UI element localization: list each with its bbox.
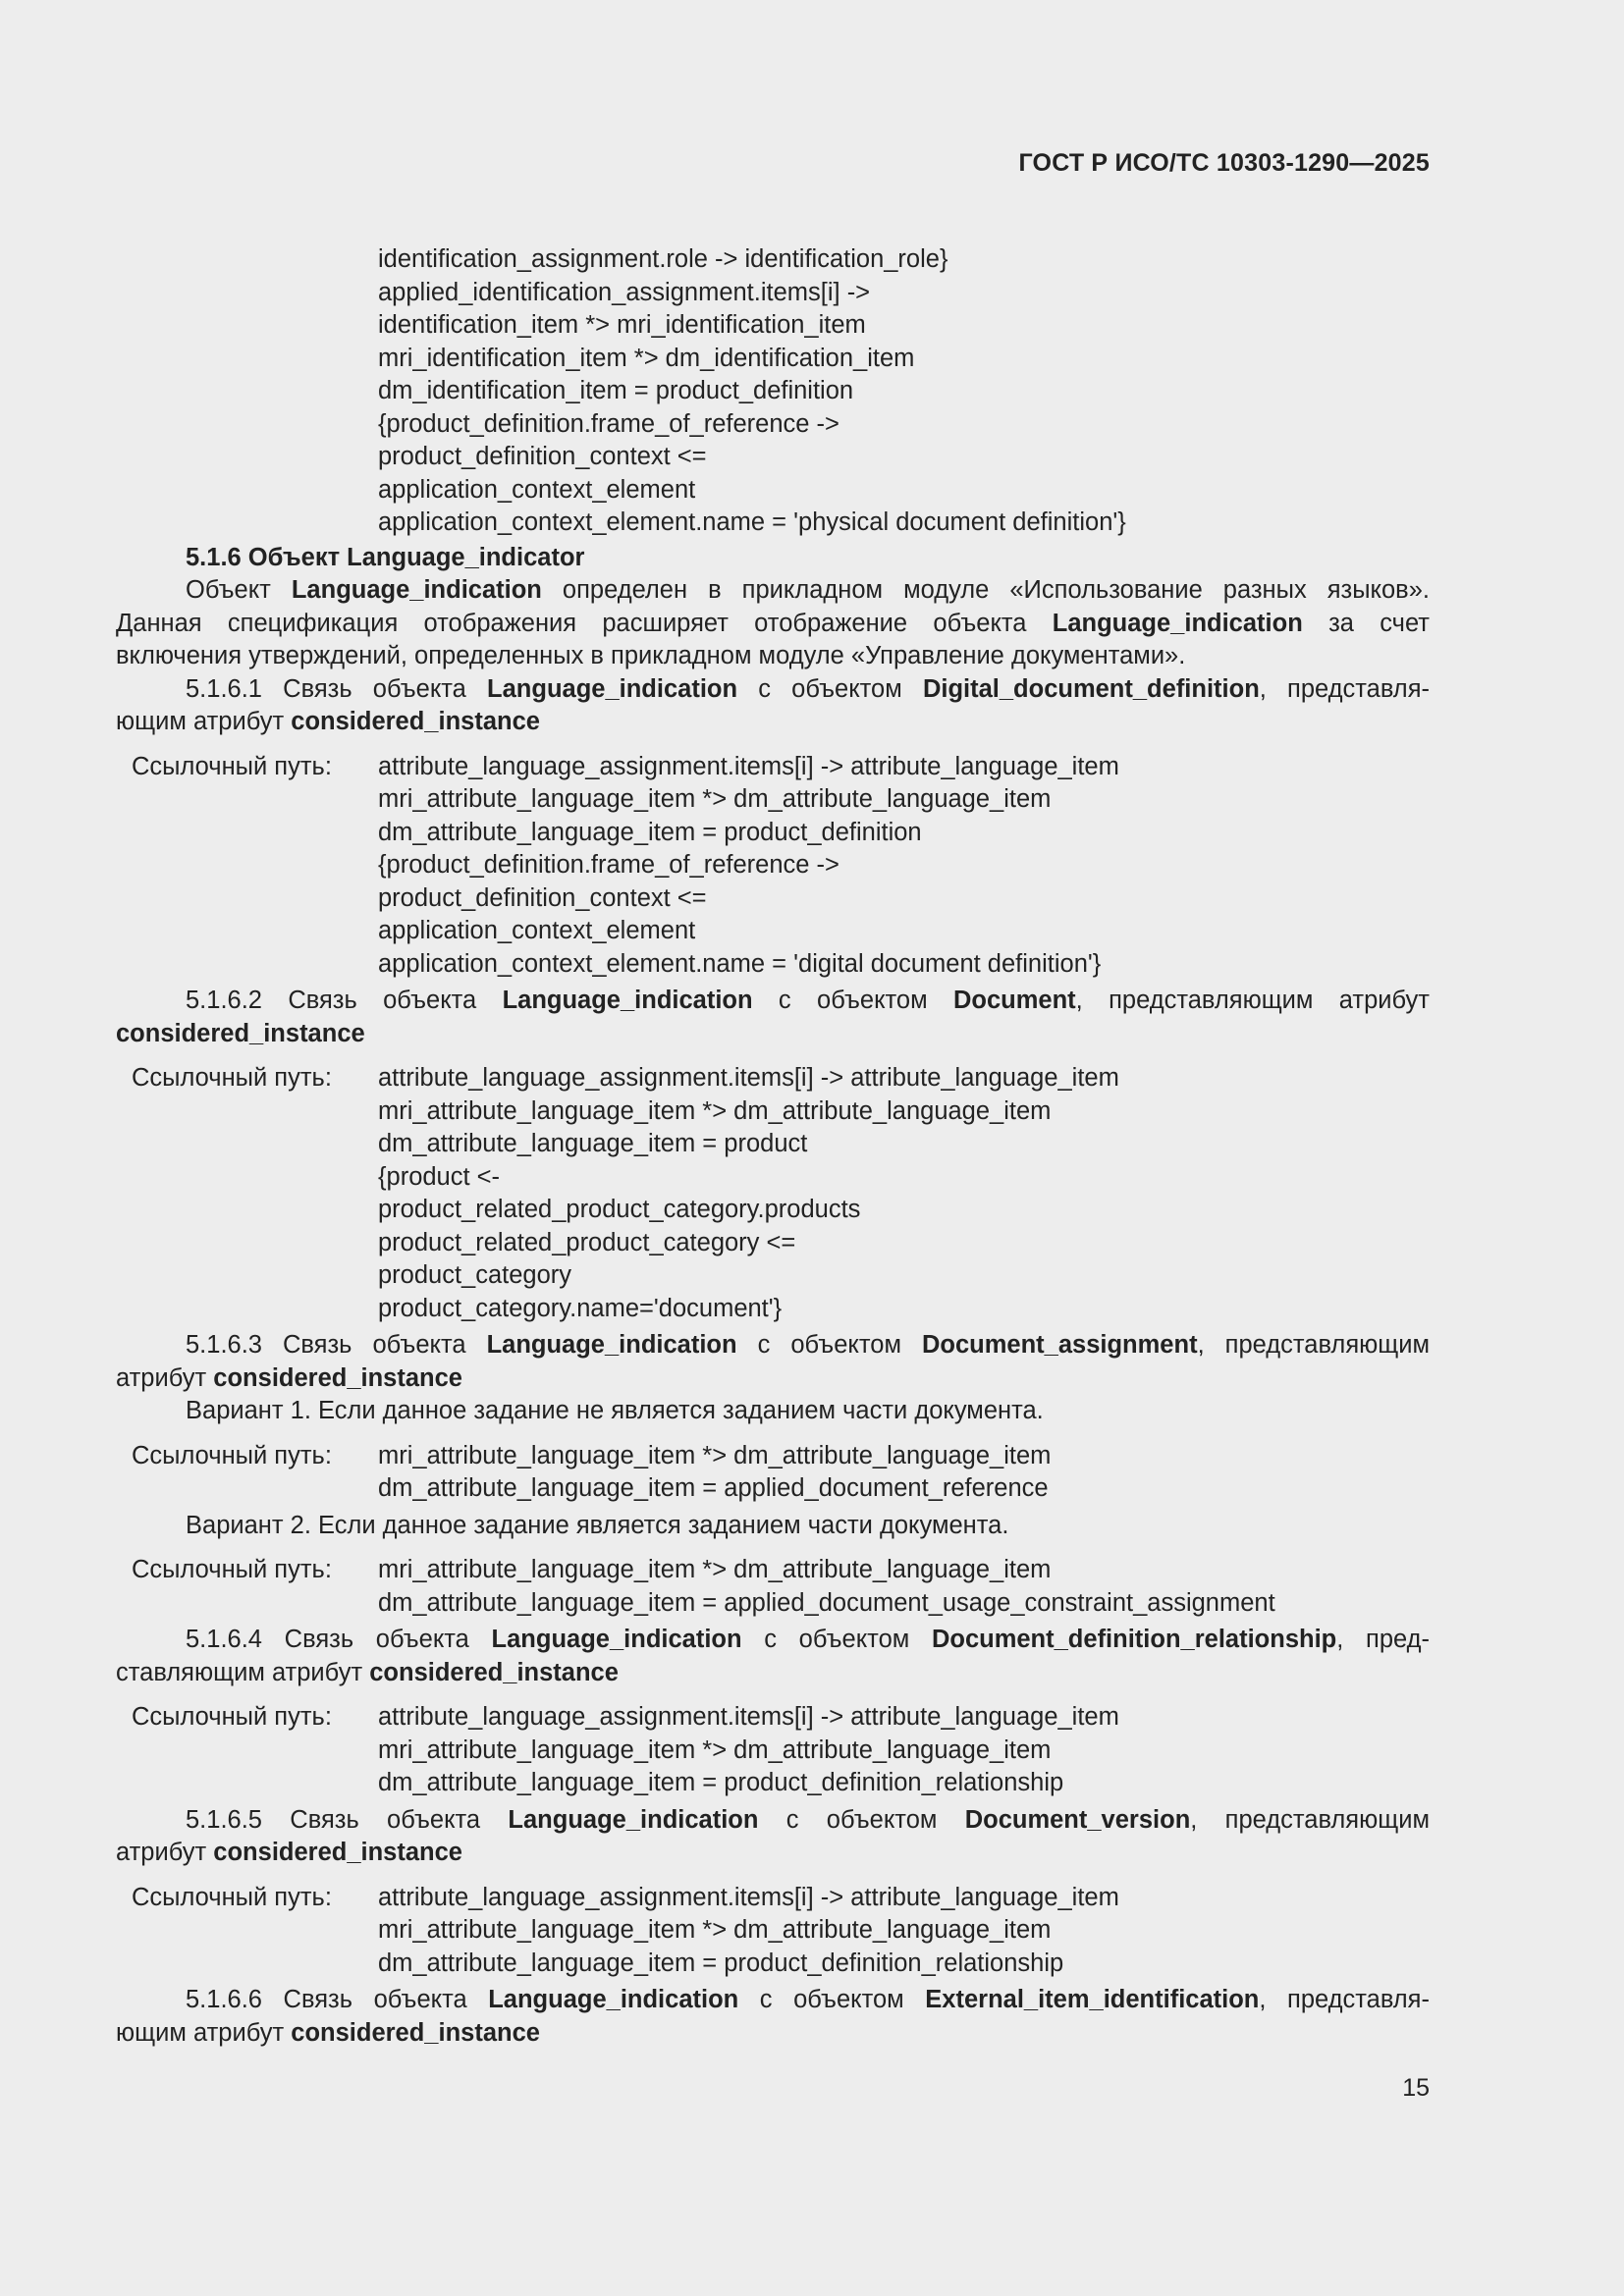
code-line: dm_attribute_language_item = product_definition_relationship <box>378 1949 1064 1977</box>
code-line: application_context_element <box>378 475 696 504</box>
subsection-line: ставляющим атрибут considered_instance <box>116 1658 619 1686</box>
code-line: dm_identification_item = product_definition <box>378 377 854 404</box>
paragraph-line: включения утверждений, определенных в прикладном модуле «Управление документами». <box>116 642 1186 669</box>
code-line: mri_attribute_language_item *> dm_attribute_language_item <box>378 1096 1052 1125</box>
variant-text: Вариант 1. Если данное задание не является заданием части документа. <box>186 1397 1044 1424</box>
reference-path-block <box>116 1701 1430 1800</box>
subsection-line: considered_instance <box>116 1019 365 1047</box>
code-line: attribute_language_assignment.items[i] -> attribute_language_item <box>378 1703 1119 1731</box>
subsection-line: 5.1.6.2 Связь объекта Language_indication с объектом Document, представляющим атрибут <box>186 987 1430 1014</box>
code-line: dm_attribute_language_item = product <box>378 1130 808 1157</box>
reference-path-label: Ссылочный путь: <box>132 1883 332 1911</box>
code-line: dm_attribute_language_item = product_definition <box>378 818 922 846</box>
code-line: product_category <box>378 1261 572 1289</box>
code-line: application_context_element.name = 'digital document definition'} <box>378 949 1102 978</box>
subsection-line: 5.1.6.4 Связь объекта Language_indication с объектом Document_definition_relationship, пред- <box>186 1626 1430 1653</box>
reference-path-block <box>116 1882 1430 1981</box>
subsection-line: 5.1.6.1 Связь объекта Language_indication с объектом Digital_document_definition, представля- <box>186 674 1430 703</box>
subsection-heading <box>116 1804 1430 1870</box>
code-line: product_related_product_category.products <box>378 1196 861 1223</box>
subsection-line: ющим атрибут considered_instance <box>116 2018 540 2047</box>
code-line: mri_attribute_language_item *> dm_attribute_language_item <box>378 1556 1052 1583</box>
page-content <box>116 243 1430 2050</box>
code-line: dm_attribute_language_item = applied_document_reference <box>378 1474 1049 1502</box>
code-line: product_definition_context <= <box>378 883 707 912</box>
document-header: ГОСТ Р ИСО/ТС 10303-1290—2025 <box>1018 149 1430 177</box>
paragraph-line: Объект Language_indication определен в прикладном модуле «Использование разных языков». <box>186 576 1431 604</box>
subsection-heading <box>116 1624 1430 1689</box>
code-line: dm_attribute_language_item = applied_document_usage_constraint_assignment <box>378 1588 1275 1617</box>
reference-path-block <box>116 751 1430 982</box>
code-line: mri_attribute_language_item *> dm_attribute_language_item <box>378 1916 1052 1944</box>
subsection-line: атрибут considered_instance <box>116 1363 462 1392</box>
subsection-line: 5.1.6.3 Связь объекта Language_indication с объектом Document_assignment, представляющим <box>186 1331 1431 1359</box>
code-line: application_context_element <box>378 917 696 944</box>
subsection-heading <box>116 1329 1430 1428</box>
code-line: {product_definition.frame_of_reference -> <box>378 851 839 879</box>
code-line: attribute_language_assignment.items[i] -> attribute_language_item <box>378 1064 1119 1092</box>
variant-text: Вариант 2. Если данное задание является заданием части документа. <box>186 1511 1009 1539</box>
reference-path-label: Ссылочный путь: <box>132 1703 332 1731</box>
reference-path-block <box>116 1062 1430 1325</box>
reference-path-label: Ссылочный путь: <box>132 752 332 780</box>
code-line: mri_attribute_language_item *> dm_attribute_language_item <box>378 785 1052 813</box>
code-line: application_context_element.name = 'physical document definition'} <box>378 508 1126 536</box>
code-line: product_category.name='document'} <box>378 1294 783 1322</box>
code-line: attribute_language_assignment.items[i] -> attribute_language_item <box>378 752 1119 780</box>
code-line: applied_identification_assignment.items[i] -> <box>378 278 871 306</box>
code-block-top <box>116 243 1430 540</box>
code-line: mri_attribute_language_item *> dm_attribute_language_item <box>378 1735 1052 1764</box>
reference-path-label: Ссылочный путь: <box>132 1556 332 1583</box>
subsection-line: атрибут considered_instance <box>116 1839 462 1866</box>
subsection-line: ющим атрибут considered_instance <box>116 708 540 735</box>
paragraph-line: Данная спецификация отображения расширяет отображение объекта Language_indication за счет <box>116 609 1430 637</box>
code-line: mri_attribute_language_item *> dm_attribute_language_item <box>378 1441 1052 1469</box>
code-line: identification_item *> mri_identification_item <box>378 311 866 339</box>
code-line: attribute_language_assignment.items[i] -> attribute_language_item <box>378 1883 1119 1911</box>
reference-path-block <box>116 1554 1430 1620</box>
section-heading: 5.1.6 Объект Language_indicator <box>186 543 585 571</box>
subsection-heading <box>116 985 1430 1050</box>
code-line: {product <- <box>378 1162 501 1191</box>
reference-path-label: Ссылочный путь: <box>132 1441 332 1469</box>
subsection-line: 5.1.6.6 Связь объекта Language_indication с объектом External_item_identification, представля- <box>186 1986 1430 2013</box>
code-line: mri_identification_item *> dm_identification_item <box>378 344 915 372</box>
reference-path-block <box>116 1440 1430 1506</box>
code-line: product_related_product_category <= <box>378 1228 796 1256</box>
code-line: dm_attribute_language_item = product_definition_relationship <box>378 1769 1064 1796</box>
subsection-heading <box>116 1984 1430 2050</box>
subsection-heading <box>116 673 1430 739</box>
section-paragraph <box>116 574 1430 673</box>
code-line: identification_assignment.role -> identification_role} <box>378 245 948 273</box>
code-line: product_definition_context <= <box>378 443 707 470</box>
subsection-line: 5.1.6.5 Связь объекта Language_indication с объектом Document_version, представляющим <box>186 1805 1430 1834</box>
code-line: {product_definition.frame_of_reference -> <box>378 409 839 438</box>
reference-path-label: Ссылочный путь: <box>132 1064 332 1092</box>
page-number: 15 <box>1402 2074 1430 2102</box>
